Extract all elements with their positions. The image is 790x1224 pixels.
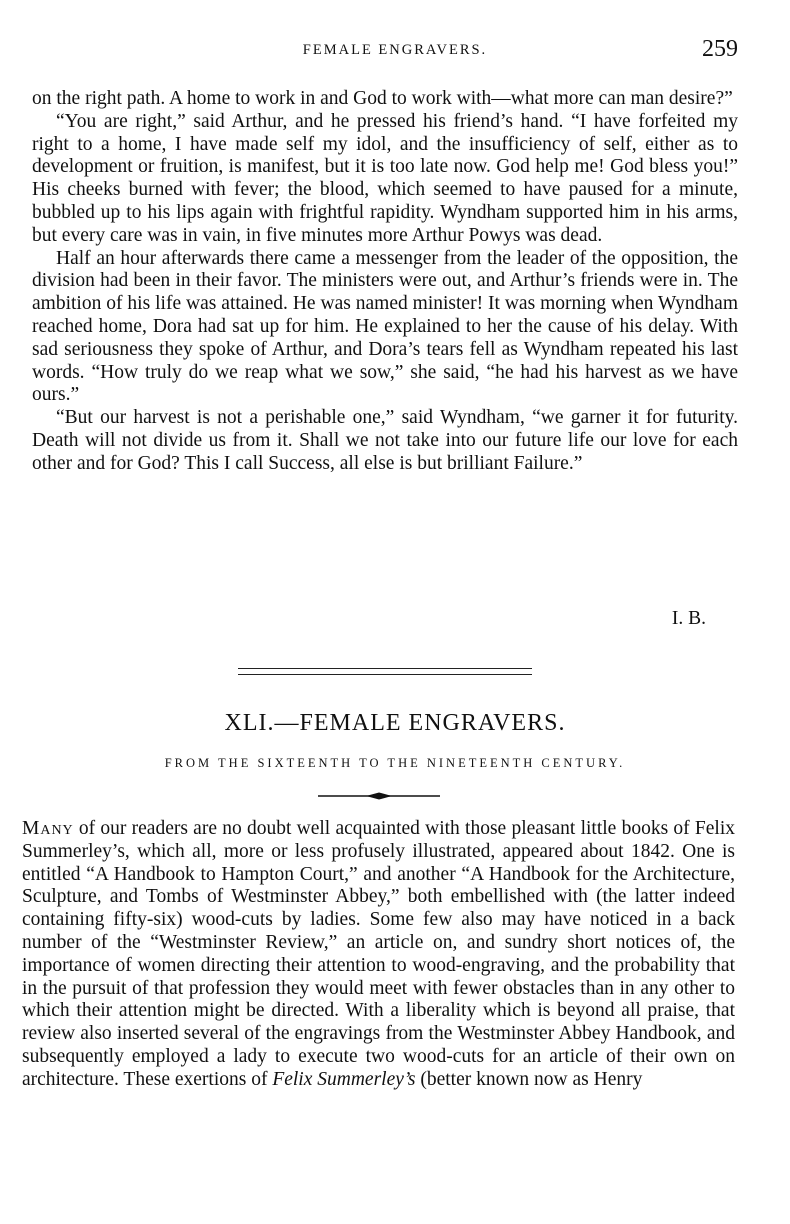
chapter-subtitle: FROM THE SIXTEENTH TO THE NINETEENTH CENTURY. bbox=[164, 756, 626, 770]
ornament-rule-icon bbox=[318, 791, 440, 801]
author-signature: I. B. bbox=[671, 608, 706, 629]
paragraph: “You are right,” said Arthur, and he pressed his friend’s hand. “I have forfeited my right to a home, I have made self my idol, and the insufficiency of self, either as to development or fruition, is manifest, but it is too late now. God help me! God bless you!” His cheeks burned with fever; the blood, which seemed to have paused for a minute, bubbled up to his lips again with frightful rapidity. Wyndham supported him in his arms, but every care was in vain, in five minutes more Arthur Powys was dead. bbox=[32, 110, 738, 246]
italic-name: Felix Summerley’s bbox=[272, 1068, 416, 1090]
paragraph: on the right path. A home to work in and God to work with—what more can man desire?” bbox=[32, 88, 733, 109]
paragraph: Half an hour afterwards there came a messenger from the leader of the opposition, the division had been in their favor. The ministers were out, and Arthur’s friends were in. The ambition of his life was attained. He was named minister! It was morning when Wyndham reached home, Dora had sat up for him. He explained to her the cause of his delay. With sad seriousness they spoke of Arthur, and Dora’s tears fell as Wyndham repeated his last words. “How truly do we reap what we sow,” she said, “he had his harvest as we have ours.” bbox=[32, 247, 738, 406]
article-body-text bbox=[22, 818, 735, 1092]
chapter-title: XLI.—FEMALE ENGRAVERS. bbox=[224, 710, 566, 736]
story-ending-text bbox=[32, 88, 738, 476]
body-text: (better known now as Henry bbox=[415, 1068, 643, 1090]
body-text: of our readers are no doubt well acquainted with those pleasant little books of Felix Summerley’s, which all, more or less profusely illustrated, appeared about 1842. One is entitled “A Handbook to Hampton Court,” and another “A Handbook for the Architecture, Sculpture, and Tombs of Westminster Abbey,” both embellished with (the latter indeed containing fifty-six) wood-cuts by ladies. Some few also may have noticed in a back number of the “Westminster Review,” an article on, and sundry short notices of, the importance of women directing their attention to wood-engraving, and the probability that in the pursuit of that profession they would meet with fewer obstacles than in any other to which their attention might be directed. With a liberality which is beyond all praise, that review also inserted several of the engravings from the Westminster Abbey Handbook, and subsequently employed a lady to execute two wood-cuts for an article of their own on architecture. These exertions of bbox=[22, 818, 735, 1090]
divider-line bbox=[238, 674, 532, 675]
page-number: 259 bbox=[702, 36, 738, 62]
divider-line bbox=[238, 668, 532, 669]
running-head bbox=[0, 36, 790, 66]
paragraph: “But our harvest is not a perishable one,” said Wyndham, “we garner it for futurity. Death will not divide us from it. Shall we not take into our future life our love for each other and for God? This I call Success, all else is but brilliant Failure.” bbox=[32, 407, 738, 474]
paragraph bbox=[22, 818, 735, 1092]
running-title: FEMALE ENGRAVERS. bbox=[302, 42, 488, 58]
section-divider bbox=[238, 668, 532, 676]
lead-word: Many bbox=[22, 818, 74, 839]
